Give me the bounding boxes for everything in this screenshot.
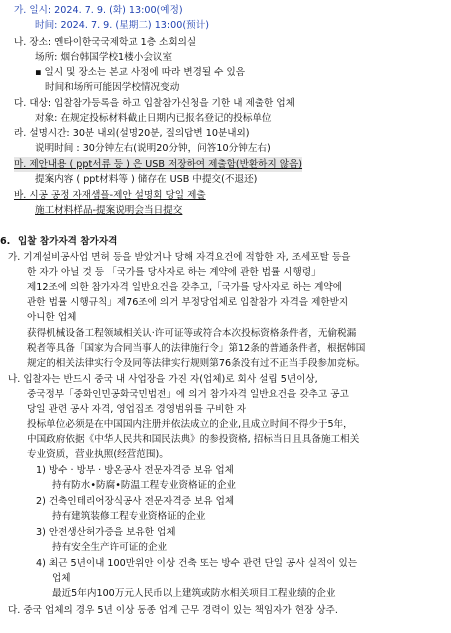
requirement-1-ko: 1) 방수 · 방부 · 방온공사 전문자격증 보유 업체 [36,465,234,476]
sample-submission-zh: 施工材料样品-提案说明会当日提交 [35,205,183,216]
requirement-3-zh: 持有安全生产许可证的企业 [52,542,168,553]
requirement-4-ko-line-2: 업체 [52,573,71,584]
target-ko: 다. 대상: 입찰참가등록을 하고 입찰참가신청을 기한 내 제출한 업체 [14,98,295,109]
explain-time-zh: 说明时间 : 30分钟左右(说明20分钟，问答10分钟左右) [35,143,271,154]
s6-ga-line-3: 제12조에 의한 참가자격 일반요건을 갖추고,「국가를 당사자로 하는 계약에 [27,282,342,293]
meeting-place-ko: 나. 장소: 옌타이한국국제학교 1층 소회의실 [14,37,197,48]
s6-ga-zh-line-1: 获得机械设备工程领域相关认‧许可证等或符合本次投标资格条件者，无偷税漏 [27,328,357,339]
sample-submission-ko: 바. 시공 공정 자재샘플-제안 설명회 당일 제출 [14,190,206,201]
s6-ga-line-2: 한 자가 아닐 것 등 「국가를 당사자로 하는 계약에 관한 법률 시행령」 [27,267,321,278]
proposal-usb-ko: 마. 제안내용 ( ppt서류 등 ) 은 USB 저장하여 제출함(반환하지 않음) [14,159,303,170]
proposal-usb-zh: 提案内容 ( ppt材料等 ) 储存在 USB 中提交(不退还) [35,174,258,185]
meeting-date-ko: 가. 일시: 2024. 7. 9. (화) 13:00(예정) [14,5,183,16]
s6-ga-line-5: 아니한 업체 [27,312,77,323]
s6-ga-zh-line-2: 税者等具备「国家为合同当事人的法律施行令」第12条的普通条件者，根据韩国 [27,343,366,354]
requirement-1-zh: 持有防水•防腐•防温工程专业资格证的企业 [52,480,237,491]
meeting-date-zh: 时间: 2024. 7. 9. (星期二) 13:00(预计) [35,20,210,31]
requirement-4-zh: 最近5年内100万元人民币以上建筑或防水相关项目工程业绩的企业 [52,588,336,599]
target-zh: 对象: 在规定投标材料截止日期内已报名登记的投标单位 [35,113,272,124]
s6-ga-zh-line-3: 规定的相关法律实行令及同等法律实行规则第76条没有过不正当手段参加竞标。 [27,358,366,369]
s6-da-line-1: 다. 중국 업체의 경우 5년 이상 동종 업계 근무 경력이 있는 책임자가 현장 상주. [8,605,338,616]
s6-na-line-2: 중국정부「중화인민공화국민법전」에 의거 참가자격 일반요건을 갖추고 공고 [27,389,349,400]
s6-na-zh-line-1: 投标单位必须是在中国国内注册并依法成立的企业,且成立时间不得少于5年， [27,419,353,430]
s6-na-line-3: 당일 관련 공사 자격, 영업집조 경영범위를 구비한 자 [27,404,247,415]
explain-time-ko: 라. 설명시간: 30분 내외(설명20분, 질의답변 10분내외) [14,128,250,139]
requirement-3-ko: 3) 안전생산허가증을 보유한 업체 [36,527,176,538]
requirement-4-ko-line-1: 4) 최근 5년이내 100만위안 이상 건축 또는 방수 관련 단일 공사 실적이 있는 [36,558,358,569]
place-change-note-ko: ▪ 일시 및 장소는 본교 사정에 따라 변경될 수 있음 [35,67,246,78]
s6-na-zh-line-3: 专业资质，营业执照(经营范围)。 [27,449,169,460]
meeting-place-zh: 场所: 烟台韩国学校1楼小会议室 [35,52,173,63]
s6-na-zh-line-2: 中国政府依据《中华人民共和国民法典》的参投资格, 招标当日且具备施工相关 [27,434,360,445]
s6-ga-line-4: 관한 법률 시행규칙」제76조에 의거 부정당업체로 입찰참가 자격을 제한받지 [27,297,349,308]
place-change-note-zh: 时间和场所可能因学校情况变动 [45,82,180,93]
s6-na-line-1: 나. 입찰자는 반드시 중국 내 사업장을 가진 자(업체)로 회사 설립 5년이상, [8,374,318,385]
requirement-2-zh: 持有建筑装修工程专业资格证的企业 [52,511,206,522]
section-6-title: 입찰 참가자격 참가자격 [18,236,118,247]
requirement-2-ko: 2) 건축인테리어장식공사 전문자격증 보유 업체 [36,496,235,507]
s6-ga-line-1: 가. 기계설비공사업 면허 등을 받았거나 당해 자격요건에 적합한 자, 조세포탈 등을 [8,252,351,263]
section-6-number: 6. [0,236,11,247]
